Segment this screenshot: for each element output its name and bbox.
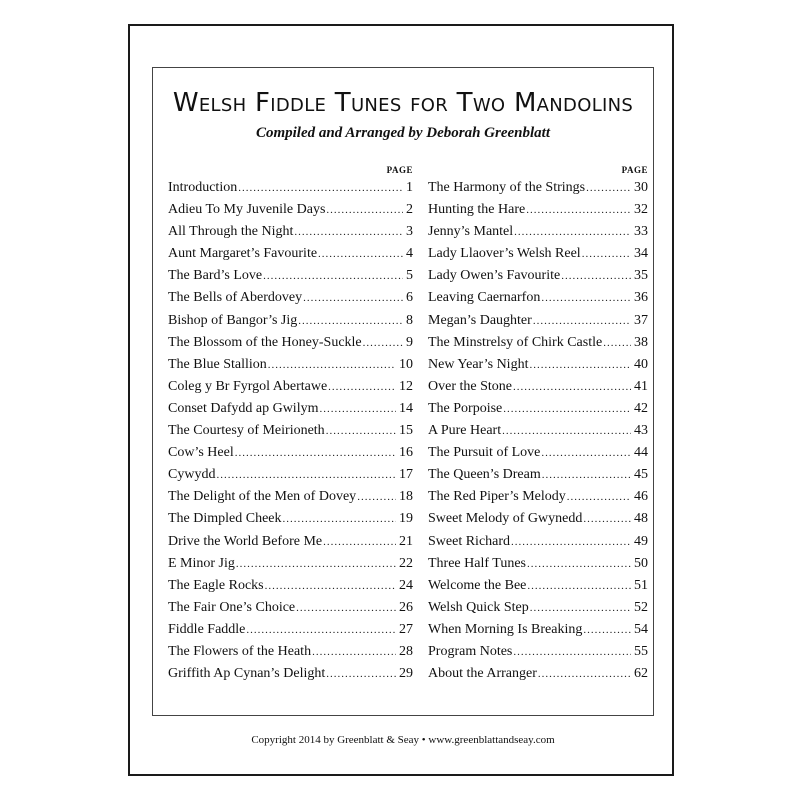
toc-entry-title: Program Notes (428, 643, 513, 659)
toc-entry-title: Hunting the Hare (428, 202, 526, 218)
dot-leader (363, 332, 403, 354)
toc-entry-page: 9 (406, 334, 413, 350)
toc-entry-page: 41 (634, 378, 648, 394)
toc-entry-page: 32 (634, 202, 648, 218)
toc-entry-title: The Delight of the Men of Dovey (168, 489, 357, 505)
toc-entry-page: 29 (399, 666, 413, 682)
toc-entry-page: 1 (406, 180, 413, 195)
dot-leader (263, 265, 403, 287)
toc-entry (428, 199, 648, 221)
dot-leader (541, 442, 631, 464)
toc-entry-page: 48 (634, 511, 648, 527)
toc-entry-page: 35 (634, 268, 648, 284)
toc-entry-title: Sweet Richard (428, 533, 511, 549)
toc-entry-title: The Harmony of the Strings (428, 180, 586, 195)
dot-leader (603, 332, 631, 354)
dot-leader (326, 199, 403, 221)
dot-leader (586, 177, 631, 199)
toc-entry (168, 354, 413, 376)
toc-entry-page: 49 (634, 533, 648, 549)
dot-leader (514, 221, 631, 243)
toc-entry (428, 597, 648, 619)
toc-entry-page: 19 (399, 511, 413, 527)
toc-entry (428, 376, 648, 398)
dot-leader (357, 486, 396, 508)
toc-entry-title: The Queen’s Dream (428, 467, 541, 483)
dot-leader (326, 420, 396, 442)
toc-entry-title: Introduction (168, 180, 238, 195)
toc-entry-page: 40 (634, 356, 648, 372)
dot-leader (296, 597, 396, 619)
page-subtitle: Compiled and Arranged by Deborah Greenblatt (255, 125, 551, 141)
dot-leader (326, 663, 396, 685)
toc-entry-title: Sweet Melody of Gwynedd (428, 511, 583, 527)
dot-leader (328, 376, 396, 398)
toc-entry-page: 33 (634, 224, 648, 240)
dot-leader (530, 597, 631, 619)
toc-entry (428, 641, 648, 663)
dot-leader (527, 553, 631, 575)
dot-leader (503, 398, 631, 420)
toc-entry (428, 310, 648, 332)
toc-entry (168, 464, 413, 486)
toc-entry-title: A Pure Heart (428, 423, 502, 439)
toc-entry (428, 332, 648, 354)
toc-entry-page: 16 (399, 445, 413, 461)
toc-entry-title: The Fair One’s Choice (168, 599, 296, 615)
dot-leader (533, 310, 631, 332)
dot-leader (582, 243, 631, 265)
toc-entry-page: 43 (634, 423, 648, 439)
toc-entry-title: The Bells of Aberdovey (168, 290, 303, 306)
dot-leader (541, 287, 631, 309)
toc-entry-title: The Pursuit of Love (428, 445, 541, 461)
toc-entry-title: The Courtesy of Meirioneth (168, 423, 325, 439)
toc-entry (168, 597, 413, 619)
toc-entry (168, 398, 413, 420)
dot-leader (323, 531, 396, 553)
toc-entry (168, 265, 413, 287)
dot-leader (319, 398, 396, 420)
dot-leader (283, 508, 396, 530)
toc-entry (428, 508, 648, 530)
toc-entry-page: 27 (399, 621, 413, 637)
toc-entry-page: 46 (634, 489, 648, 505)
toc-entry (168, 663, 413, 685)
toc-entry (168, 420, 413, 442)
dot-leader (527, 575, 631, 597)
toc-entry-page: 30 (634, 180, 648, 195)
toc-entry (168, 619, 413, 641)
dot-leader (567, 486, 631, 508)
toc-entry-title: The Dimpled Cheek (168, 511, 282, 527)
dot-leader (529, 354, 631, 376)
toc-entry-title: Leaving Caernarfon (428, 290, 541, 306)
toc-entry-page: 36 (634, 290, 648, 306)
toc-entry-page: 22 (399, 555, 413, 571)
toc-entry-title: Coleg y Br Fyrgol Abertawe (168, 378, 328, 394)
toc-entry-page: 24 (399, 577, 413, 593)
toc-entry-title: The Blossom of the Honey-Suckle (168, 334, 362, 350)
toc-column-left (168, 163, 413, 685)
toc-entry-title: The Bard’s Love (168, 268, 263, 284)
toc-entry-title: Fiddle Faddle (168, 621, 246, 637)
toc-entry-title: The Eagle Rocks (168, 577, 264, 593)
dot-leader (246, 619, 396, 641)
toc-entry-page: 38 (634, 334, 648, 350)
toc-entry-title: Megan’s Daughter (428, 312, 532, 328)
toc-entry-page: 18 (399, 489, 413, 505)
toc-entry-title: E Minor Jig (168, 555, 235, 571)
toc-entry-title: The Blue Stallion (168, 356, 267, 372)
dot-leader (294, 221, 403, 243)
toc-entry-title: Drive the World Before Me (168, 533, 323, 549)
toc-entry-page: 62 (634, 666, 648, 682)
dot-leader (538, 663, 631, 685)
dot-leader (235, 442, 396, 464)
toc-entry (168, 221, 413, 243)
toc-entry-page: 44 (634, 445, 648, 461)
dot-leader (303, 287, 403, 309)
dot-leader (298, 310, 403, 332)
toc-entry-page: 2 (406, 202, 413, 218)
toc-entry (428, 575, 648, 597)
toc-entry-page: 12 (399, 378, 413, 394)
toc-entry-title: Conset Dafydd ap Gwilym (168, 400, 319, 416)
dot-leader (318, 243, 403, 265)
dot-leader (583, 619, 631, 641)
toc-entry (428, 442, 648, 464)
toc-entry (428, 553, 648, 575)
copyright-line: Copyright 2014 by Greenblatt & Seay • www.greenblattandseay.com (251, 734, 555, 746)
dot-leader (265, 575, 396, 597)
toc-column-right (428, 163, 648, 685)
toc-entry (168, 199, 413, 221)
dot-leader (513, 376, 631, 398)
toc-entry-title: The Red Piper’s Melody (428, 489, 566, 505)
toc-entry-page: 5 (406, 268, 413, 284)
toc-entry-title: Welcome the Bee (428, 577, 527, 593)
dot-leader (542, 464, 631, 486)
dot-leader (583, 508, 631, 530)
toc-entry-page: 4 (406, 246, 413, 262)
toc-entry-page: 15 (399, 423, 413, 439)
toc-entry-page: 37 (634, 312, 648, 328)
toc-entry-title: The Flowers of the Heath (168, 643, 312, 659)
toc-entry-title: Cow’s Heel (168, 445, 234, 461)
dot-leader (502, 420, 631, 442)
toc-entry-title: The Porpoise (428, 400, 503, 416)
toc-entry-title: Cywydd (168, 467, 216, 483)
dot-leader (216, 464, 396, 486)
page-column-heading: PAGE (386, 165, 413, 175)
toc-entry (168, 575, 413, 597)
toc-entry-page: 14 (399, 400, 413, 416)
dot-leader (561, 265, 631, 287)
toc-entry-page: 21 (399, 533, 413, 549)
toc-entry-page: 8 (406, 312, 413, 328)
toc-entry-page: 34 (634, 246, 648, 262)
toc-entry (428, 221, 648, 243)
toc-entry (168, 442, 413, 464)
toc-entry-title: Bishop of Bangor’s Jig (168, 312, 298, 328)
toc-entry-page: 3 (406, 224, 413, 240)
dot-leader (511, 531, 631, 553)
page-column-heading: PAGE (621, 165, 648, 175)
toc-entry-page: 50 (634, 555, 648, 571)
toc-entry (428, 177, 648, 199)
toc-entry-title: Lady Owen’s Favourite (428, 268, 561, 284)
toc-entry (428, 464, 648, 486)
toc-entry (168, 508, 413, 530)
toc-entry (428, 243, 648, 265)
toc-entry-title: Aunt Margaret’s Favourite (168, 246, 318, 262)
toc-entry-title: About the Arranger (428, 666, 537, 682)
toc-entry-title: When Morning Is Breaking (428, 621, 583, 637)
toc-entry (428, 287, 648, 309)
toc-entry-title: Over the Stone (428, 378, 512, 394)
toc-entry (428, 531, 648, 553)
toc-entry (168, 177, 413, 199)
toc-entry (168, 531, 413, 553)
dot-leader (312, 641, 396, 663)
dot-leader (238, 177, 403, 199)
toc-entry-page: 28 (399, 643, 413, 659)
dot-leader (236, 553, 396, 575)
toc-entry-page: 26 (399, 599, 413, 615)
toc-entry (168, 332, 413, 354)
toc-entry-title: The Minstrelsy of Chirk Castle (428, 334, 603, 350)
toc-entry (428, 619, 648, 641)
toc-entry-page: 45 (634, 467, 648, 483)
toc-entry (168, 243, 413, 265)
toc-entry (428, 398, 648, 420)
page-title: Welsh Fiddle Tunes for Two Mandolins (172, 88, 634, 118)
toc-entry-title: New Year’s Night (428, 356, 529, 372)
toc-entry (168, 287, 413, 309)
toc-entry-page: 55 (634, 643, 648, 659)
toc-entry-title: Three Half Tunes (428, 555, 526, 571)
toc-entry-page: 6 (406, 290, 413, 306)
toc-entry-page: 10 (399, 356, 413, 372)
toc-entry (168, 376, 413, 398)
toc-list-left (168, 177, 413, 685)
toc-entry-page: 42 (634, 400, 648, 416)
toc-entry-page: 17 (399, 467, 413, 483)
toc-entry (428, 663, 648, 685)
dot-leader (513, 641, 631, 663)
toc-entry-page: 51 (634, 577, 648, 593)
dot-leader (526, 199, 631, 221)
toc-list-right (428, 177, 648, 685)
toc-entry-page: 52 (634, 599, 648, 615)
toc-entry (428, 486, 648, 508)
toc-entry-title: Adieu To My Juvenile Days (168, 202, 326, 218)
toc-entry (168, 553, 413, 575)
toc-entry-title: Lady Llaover’s Welsh Reel (428, 246, 581, 262)
toc-entry-page: 54 (634, 621, 648, 637)
dot-leader (268, 354, 396, 376)
toc-entry-title: Jenny’s Mantel (428, 224, 514, 240)
toc-entry (428, 354, 648, 376)
toc-entry-title: Welsh Quick Step (428, 599, 529, 615)
toc-entry (168, 641, 413, 663)
toc-entry (428, 420, 648, 442)
toc-entry (168, 486, 413, 508)
toc-entry (428, 265, 648, 287)
toc-entry (168, 310, 413, 332)
toc-entry-title: Griffith Ap Cynan’s Delight (168, 666, 326, 682)
toc-entry-title: All Through the Night (168, 224, 294, 240)
